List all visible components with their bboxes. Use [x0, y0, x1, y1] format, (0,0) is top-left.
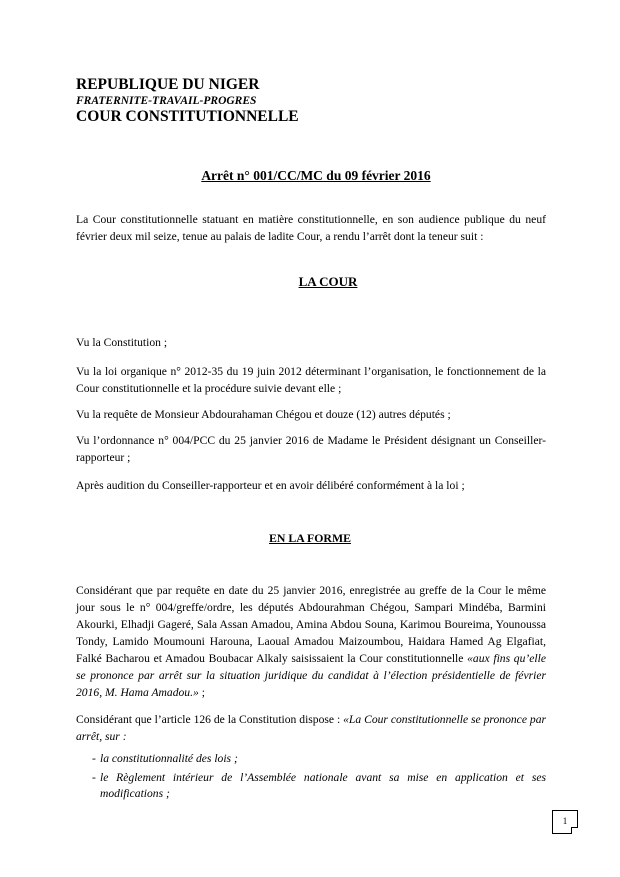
page-number-box — [552, 810, 578, 834]
list-item — [76, 770, 546, 802]
considerant-article-quote: «La Cour constitutionnelle se prononce par arrêt, sur : — [76, 713, 546, 743]
considerant-article — [76, 711, 546, 745]
considerant-article-text: Considérant que l’article 126 de la Constitution dispose : — [76, 713, 344, 726]
considerant-requete-end: ; — [198, 686, 205, 699]
visa-constitution: Vu la Constitution ; — [76, 336, 168, 349]
header-block — [76, 76, 299, 126]
page-number: 1 — [562, 816, 568, 826]
article-list — [76, 751, 546, 802]
cour-heading: COUR CONSTITUTIONNELLE — [76, 108, 299, 125]
en-la-forme-text: EN LA FORME — [269, 531, 351, 545]
list-item-text: la constitutionnalité des lois ; — [100, 752, 238, 765]
list-item — [76, 751, 546, 767]
visa-requete: Vu la requête de Monsieur Abdourahaman Chégou et douze (12) autres députés ; — [76, 408, 451, 421]
visa-audition: Après audition du Conseiller-rapporteur et en avoir délibéré conformément à la loi ; — [76, 479, 465, 492]
la-cour-heading — [0, 274, 620, 290]
list-dash: - — [92, 771, 96, 784]
list-dash: - — [92, 752, 96, 765]
visa-ordonnance: Vu l’ordonnance n° 004/PCC du 25 janvier 2016 de Madame le Président désignant un Conseiller-rapporteur ; — [76, 434, 546, 464]
la-cour-text: LA COUR — [298, 274, 358, 289]
en-la-forme-heading — [0, 531, 620, 546]
devise-heading: FRATERNITE-TRAVAIL-PROGRES — [76, 95, 257, 107]
considerant-requete-quote: «aux fins qu’elle se prononce par arrêt sur la situation juridique du candidat à l’élection présidentielle de février 2016, M. Hama Amadou.» — [76, 652, 546, 699]
republique-heading: REPUBLIQUE DU NIGER — [76, 76, 260, 93]
arret-title — [0, 168, 620, 184]
intro-paragraph: La Cour constitutionnelle statuant en matière constitutionnelle, en son audience publique du neuf février deux mil seize, tenue au palais de ladite Cour, a rendu l’arrêt dont la teneur suit : — [76, 213, 546, 243]
arret-title-text: Arrêt n° 001/CC/MC du 09 février 2016 — [201, 168, 431, 183]
considerant-requete — [76, 582, 546, 701]
visa-loi-organique: Vu la loi organique n° 2012-35 du 19 juin 2012 déterminant l’organisation, le fonctionnement de la Cour constitutionnelle et la procédure suivie devant elle ; — [76, 365, 546, 395]
list-item-text: le Règlement intérieur de l’Assemblée nationale avant sa mise en application et ses modifications ; — [100, 771, 546, 800]
considerant-requete-text: Considérant que par requête en date du 25 janvier 2016, enregistrée au greffe de la Cour le même jour sous le n° 004/greffe/ordre, les députés Abdourahman Chégou, Sampari Mindéba, Barmini Akourki, Elhadji Gageré, Sala Assan Amadou, Amina Abdou Souna, Karimou Boureima, Younoussa Tondy, Lamido Moumouni Harouna, Laoual Amadou Maizoumbou, Haidara Hamed Ag Elgafiat, Falké Bacharou et Amadou Boubacar Alkaly saisissaient la Cour constitutionnelle — [76, 584, 546, 665]
